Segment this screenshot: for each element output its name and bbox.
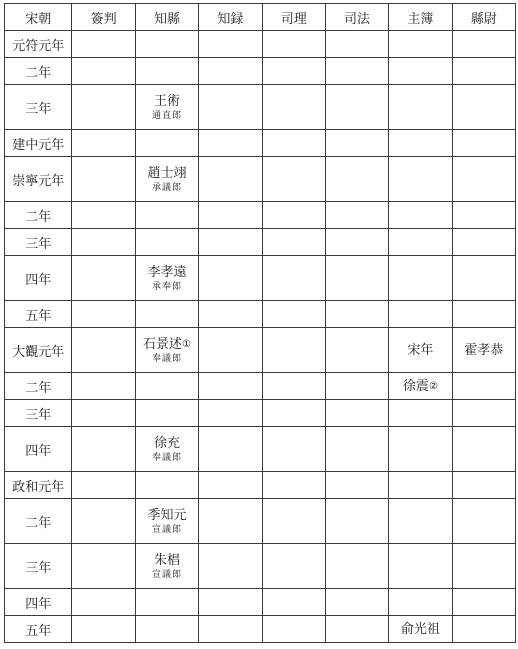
table-cell xyxy=(452,130,515,157)
table-cell xyxy=(262,427,325,472)
table-cell xyxy=(199,85,262,130)
official-name xyxy=(389,378,451,395)
table-cell xyxy=(135,85,198,130)
year-cell: 三年 xyxy=(5,85,72,130)
official-name-text: 趙士翊 xyxy=(147,165,187,181)
column-header: 宋朝 xyxy=(5,4,72,31)
table-cell xyxy=(72,85,135,130)
table-cell xyxy=(199,301,262,328)
table-cell xyxy=(72,499,135,544)
table-row xyxy=(5,400,516,427)
table-body xyxy=(5,31,516,643)
official-rank: 承議郎 xyxy=(151,182,182,193)
table-cell xyxy=(389,58,452,85)
table-cell xyxy=(452,400,515,427)
table-cell xyxy=(389,427,452,472)
table-cell xyxy=(389,229,452,256)
official-name-text: 俞光祖 xyxy=(400,621,440,637)
official-rank: 宣議郎 xyxy=(151,569,182,580)
table-cell xyxy=(262,400,325,427)
year-cell: 二年 xyxy=(5,373,72,400)
table-cell xyxy=(452,373,515,400)
table-header xyxy=(5,4,516,31)
table-cell xyxy=(389,400,452,427)
table-cell xyxy=(389,499,452,544)
table-cell xyxy=(452,589,515,616)
table-cell xyxy=(135,229,198,256)
column-header: 縣尉 xyxy=(452,4,515,31)
table-cell xyxy=(325,400,388,427)
table-cell xyxy=(135,400,198,427)
table-cell xyxy=(452,202,515,229)
table-cell xyxy=(72,130,135,157)
table-cell xyxy=(389,130,452,157)
table-cell xyxy=(325,31,388,58)
table-cell xyxy=(199,229,262,256)
year-cell: 二年 xyxy=(5,58,72,85)
table-cell xyxy=(389,373,452,400)
official-name-text: 石景述 xyxy=(142,336,182,352)
table-cell xyxy=(135,472,198,499)
table-cell xyxy=(199,373,262,400)
table-row xyxy=(5,229,516,256)
table-cell xyxy=(389,157,452,202)
table-cell xyxy=(325,301,388,328)
table-cell xyxy=(452,58,515,85)
table-cell xyxy=(199,157,262,202)
table-cell xyxy=(262,202,325,229)
table-cell xyxy=(72,616,135,643)
table-row xyxy=(5,373,516,400)
year-cell: 四年 xyxy=(5,427,72,472)
column-header: 簽判 xyxy=(72,4,135,31)
table-cell xyxy=(199,544,262,589)
table-row xyxy=(5,85,516,130)
table-cell xyxy=(135,499,198,544)
table-cell xyxy=(135,427,198,472)
column-header: 司理 xyxy=(262,4,325,31)
table-cell xyxy=(72,31,135,58)
table-row xyxy=(5,202,516,229)
table-cell xyxy=(72,157,135,202)
official-name xyxy=(136,165,198,182)
official-rank: 奉議郎 xyxy=(151,452,182,463)
column-header: 司法 xyxy=(325,4,388,31)
table-cell xyxy=(262,58,325,85)
official-rank: 奉議郎 xyxy=(151,353,182,364)
table-cell xyxy=(452,31,515,58)
table-cell xyxy=(325,373,388,400)
table-row xyxy=(5,328,516,373)
year-cell: 元符元年 xyxy=(5,31,72,58)
table-cell xyxy=(389,256,452,301)
table-cell xyxy=(262,373,325,400)
official-name xyxy=(136,264,198,281)
table-cell xyxy=(262,256,325,301)
table-cell xyxy=(72,58,135,85)
table-cell xyxy=(72,373,135,400)
table-cell xyxy=(452,616,515,643)
year-cell: 五年 xyxy=(5,301,72,328)
official-name-text: 徐震 xyxy=(402,378,429,394)
table-cell xyxy=(262,544,325,589)
column-header: 知録 xyxy=(199,4,262,31)
table-row xyxy=(5,256,516,301)
year-cell: 三年 xyxy=(5,544,72,589)
table-row xyxy=(5,157,516,202)
table-cell xyxy=(262,328,325,373)
table-row xyxy=(5,472,516,499)
year-cell: 大觀元年 xyxy=(5,328,72,373)
table-cell xyxy=(262,499,325,544)
header-row xyxy=(5,4,516,31)
table-cell xyxy=(262,31,325,58)
official-name-text: 朱椙 xyxy=(153,552,180,568)
table-row xyxy=(5,544,516,589)
table-cell xyxy=(135,616,198,643)
table-cell xyxy=(452,157,515,202)
table-cell xyxy=(199,31,262,58)
table-cell xyxy=(199,328,262,373)
column-header: 知縣 xyxy=(135,4,198,31)
official-name xyxy=(389,342,451,359)
table-cell xyxy=(72,472,135,499)
table-cell xyxy=(325,202,388,229)
table-cell xyxy=(325,229,388,256)
official-name-text: 季知元 xyxy=(147,507,187,523)
column-header: 主簿 xyxy=(389,4,452,31)
table-cell xyxy=(452,301,515,328)
table-cell xyxy=(262,229,325,256)
table-cell xyxy=(135,373,198,400)
table-cell xyxy=(389,544,452,589)
table-cell xyxy=(135,589,198,616)
official-rank: 宣議郎 xyxy=(151,524,182,535)
table-row xyxy=(5,499,516,544)
table-row xyxy=(5,130,516,157)
table-cell xyxy=(325,472,388,499)
table-cell xyxy=(452,472,515,499)
table-cell xyxy=(199,427,262,472)
year-cell: 建中元年 xyxy=(5,130,72,157)
table-cell xyxy=(325,616,388,643)
table-cell xyxy=(262,85,325,130)
table-cell xyxy=(262,616,325,643)
year-cell: 政和元年 xyxy=(5,472,72,499)
table-cell xyxy=(325,85,388,130)
table-cell xyxy=(135,130,198,157)
table-cell xyxy=(135,58,198,85)
table-cell xyxy=(135,256,198,301)
table-cell xyxy=(325,328,388,373)
table-cell xyxy=(262,130,325,157)
table-cell xyxy=(452,229,515,256)
official-name-text: 霍孝恭 xyxy=(464,342,504,358)
table-cell xyxy=(199,616,262,643)
table-cell xyxy=(72,400,135,427)
table-cell xyxy=(72,589,135,616)
table-row xyxy=(5,427,516,472)
official-name xyxy=(136,336,198,353)
table-cell xyxy=(389,616,452,643)
table-cell xyxy=(72,256,135,301)
table-row xyxy=(5,589,516,616)
year-cell: 二年 xyxy=(5,202,72,229)
official-name-text: 徐充 xyxy=(153,435,180,451)
year-cell: 四年 xyxy=(5,256,72,301)
table-cell xyxy=(452,499,515,544)
table-cell xyxy=(199,202,262,229)
official-name-text: 王術 xyxy=(153,93,180,109)
table-cell xyxy=(452,256,515,301)
table-cell xyxy=(452,427,515,472)
official-name xyxy=(136,93,198,110)
official-name xyxy=(389,621,451,638)
table-cell xyxy=(325,499,388,544)
table-cell xyxy=(199,472,262,499)
table-cell xyxy=(325,544,388,589)
table-cell xyxy=(452,328,515,373)
table-cell xyxy=(135,301,198,328)
table-row xyxy=(5,616,516,643)
table-cell xyxy=(325,130,388,157)
year-cell: 三年 xyxy=(5,229,72,256)
officials-table xyxy=(4,3,516,643)
year-cell: 四年 xyxy=(5,589,72,616)
table-cell xyxy=(262,472,325,499)
table-cell xyxy=(262,301,325,328)
table-cell xyxy=(199,400,262,427)
official-rank: 通直郎 xyxy=(151,110,182,121)
table-cell xyxy=(452,544,515,589)
table-cell xyxy=(325,157,388,202)
footnote-marker: ① xyxy=(182,338,191,350)
table-cell xyxy=(72,229,135,256)
table-cell xyxy=(72,301,135,328)
table-cell xyxy=(389,31,452,58)
table-cell xyxy=(389,85,452,130)
year-cell: 三年 xyxy=(5,400,72,427)
table-cell xyxy=(389,328,452,373)
table-cell xyxy=(135,157,198,202)
table-cell xyxy=(262,589,325,616)
table-cell xyxy=(135,328,198,373)
table-cell xyxy=(135,31,198,58)
official-name xyxy=(136,435,198,452)
table-cell xyxy=(199,58,262,85)
table-cell xyxy=(72,202,135,229)
official-rank: 承奉郎 xyxy=(151,281,182,292)
footnote-marker: ② xyxy=(428,380,438,392)
table-row xyxy=(5,58,516,85)
table-cell xyxy=(199,589,262,616)
table-cell xyxy=(72,328,135,373)
table-cell xyxy=(389,589,452,616)
official-name-text: 宋年 xyxy=(407,342,434,358)
table-cell xyxy=(72,544,135,589)
year-cell: 二年 xyxy=(5,499,72,544)
table-cell xyxy=(389,202,452,229)
table-cell xyxy=(325,427,388,472)
table-cell xyxy=(325,58,388,85)
official-name xyxy=(136,552,198,569)
table-cell xyxy=(135,544,198,589)
table-cell xyxy=(199,130,262,157)
official-name xyxy=(136,507,198,524)
table-cell xyxy=(389,472,452,499)
table-row xyxy=(5,301,516,328)
table-cell xyxy=(389,301,452,328)
official-name xyxy=(453,342,515,359)
official-name-text: 李孝遠 xyxy=(147,264,187,280)
year-cell: 崇寧元年 xyxy=(5,157,72,202)
table-cell xyxy=(325,256,388,301)
table-cell xyxy=(72,427,135,472)
table-cell xyxy=(199,256,262,301)
table-row xyxy=(5,31,516,58)
table-cell xyxy=(325,589,388,616)
table-cell xyxy=(452,85,515,130)
year-cell: 五年 xyxy=(5,616,72,643)
table-cell xyxy=(262,157,325,202)
table-cell xyxy=(135,202,198,229)
table-cell xyxy=(199,499,262,544)
